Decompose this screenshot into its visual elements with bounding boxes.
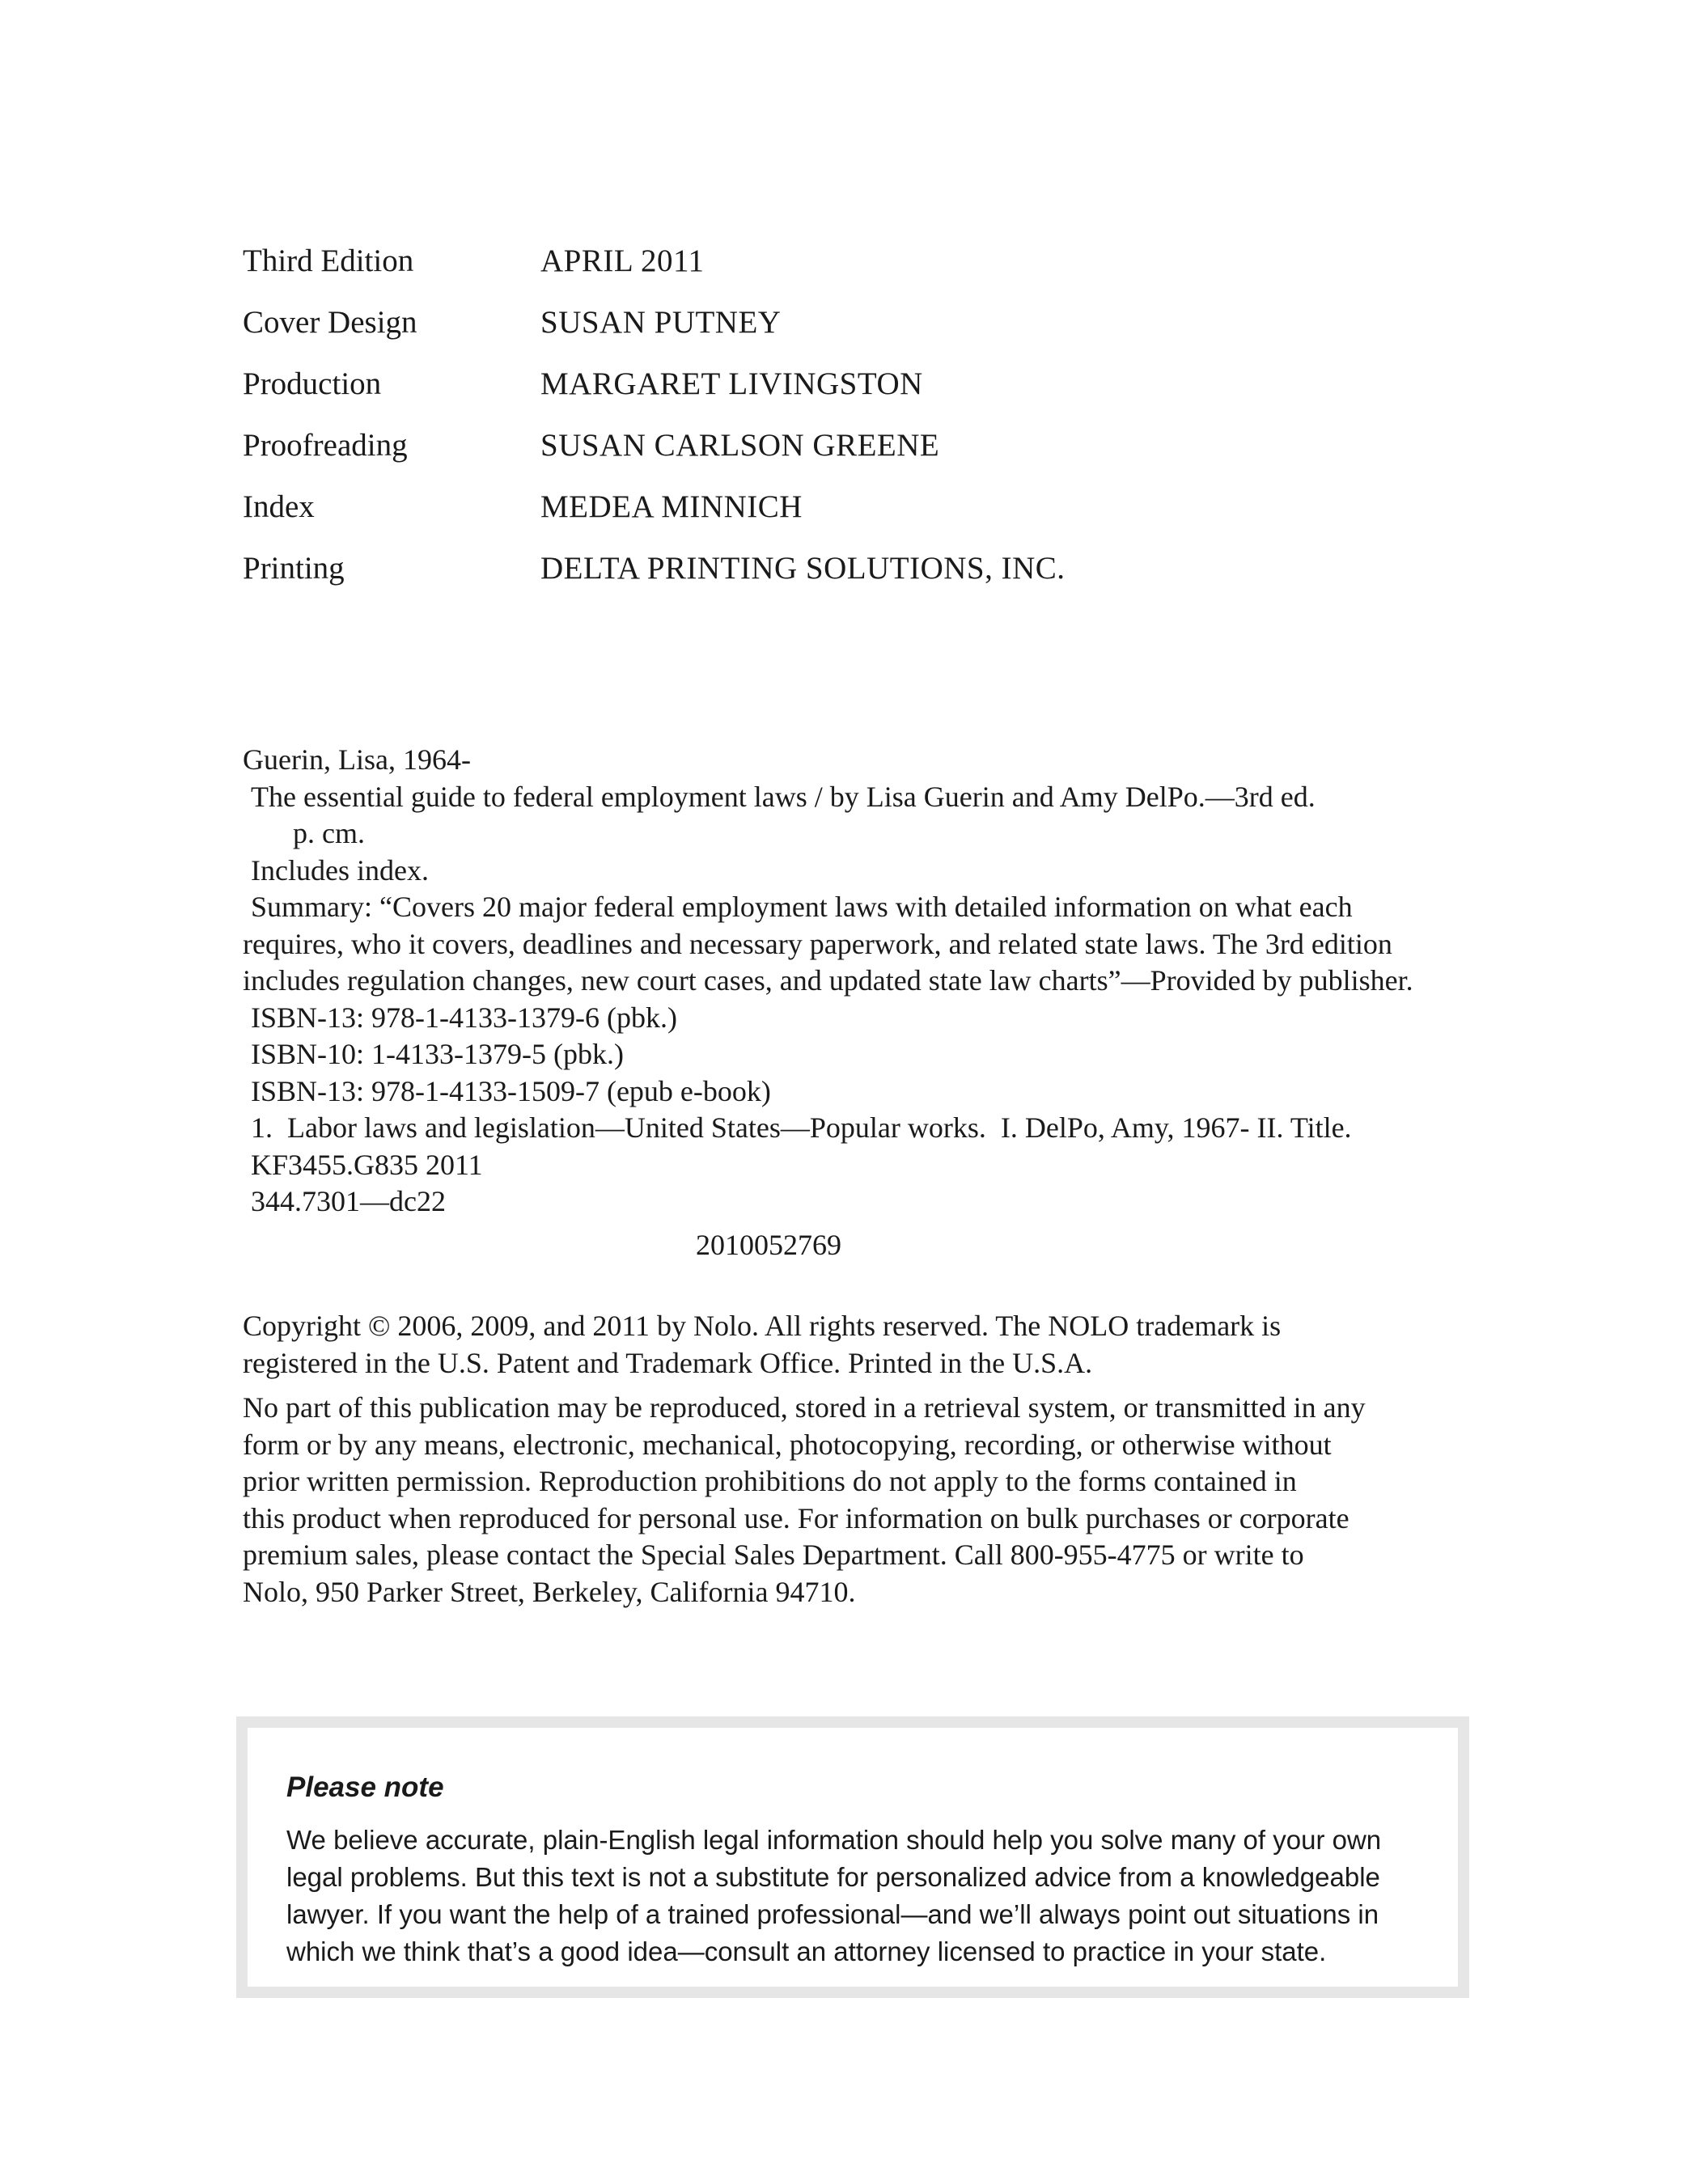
cip-isbn: ISBN-13: 978-1-4133-1509-7 (epub e-book) [251,1074,771,1107]
copyright-line: registered in the U.S. Patent and Trademark Office. Printed in the U.S.A. [243,1346,1093,1379]
cip-physical: p. cm. [293,817,365,849]
cip-summary-line: includes regulation changes, new court cases, and updated state law charts”—Provided by publisher. [243,964,1413,997]
credit-label: Third Edition [243,243,414,278]
credit-value: SUSAN PUTNEY [540,305,782,340]
credit-label: Production [243,366,382,401]
copyright-paragraph [243,1308,1472,1382]
note-body [286,1822,1435,1970]
credit-label: Proofreading [243,428,408,463]
please-note-box [236,1716,1469,1998]
cip-lccn: 2010052769 [696,1228,841,1261]
cip-summary-line: requires, who it covers, deadlines and necessary paperwork, and related state laws. The 3rd edition [243,927,1392,960]
credit-row [243,427,1456,489]
cip-lc-class: KF3455.G835 2011 [251,1148,483,1181]
reproduction-line: form or by any means, electronic, mechanical, photocopying, recording, or otherwise without [243,1428,1332,1461]
cataloging-in-publication [243,742,1456,1263]
cip-dewey: 344.7301—dc22 [251,1185,446,1217]
note-line: legal problems. But this text is not a substitute for personalized advice from a knowledgeable [286,1862,1380,1892]
note-title: Please note [286,1771,444,1803]
cip-title: The essential guide to federal employment laws / by Lisa Guerin and Amy DelPo.—3rd ed. [251,780,1316,813]
reproduction-line: No part of this publication may be reproduced, stored in a retrieval system, or transmitted in any [243,1391,1366,1424]
copyright-notice [243,1308,1472,1619]
credit-row [243,550,1456,612]
note-line: We believe accurate, plain-English legal information should help you solve many of your own [286,1825,1382,1855]
credit-value: MEDEA MINNICH [540,489,803,524]
note-line: which we think that’s a good idea—consult an attorney licensed to practice in your state. [286,1936,1327,1966]
cip-summary-line: Summary: “Covers 20 major federal employment laws with detailed information on what each [251,891,1353,923]
credit-row [243,366,1456,427]
cip-isbn: ISBN-10: 1-4133-1379-5 (pbk.) [251,1038,624,1070]
cip-author: Guerin, Lisa, 1964- [243,743,471,776]
credit-value: SUSAN CARLSON GREENE [540,428,940,463]
cip-subjects: 1. Labor laws and legislation—United States—Popular works. I. DelPo, Amy, 1967- II. Title. [251,1111,1352,1144]
credit-value: APRIL 2011 [540,243,705,278]
reproduction-line: this product when reproduced for personal use. For information on bulk purchases or corporate [243,1501,1349,1534]
cip-index-note: Includes index. [251,853,429,887]
credit-row [243,243,1456,304]
reproduction-line: premium sales, please contact the Special Sales Department. Call 800-955-4775 or write to [243,1539,1304,1571]
note-line: lawyer. If you want the help of a trained professional—and we’ll always point out situations in [286,1899,1379,1929]
copyright-line: Copyright © 2006, 2009, and 2011 by Nolo. All rights reserved. The NOLO trademark is [243,1310,1282,1342]
cip-isbn: ISBN-13: 978-1-4133-1379-6 (pbk.) [251,1001,677,1034]
credit-row [243,489,1456,550]
credit-value: MARGARET LIVINGSTON [540,366,923,401]
reproduction-line: Nolo, 950 Parker Street, Berkeley, California 94710. [243,1575,856,1608]
credit-label: Index [243,489,315,524]
credit-row [243,304,1456,366]
reproduction-line: prior written permission. Reproduction prohibitions do not apply to the forms contained in [243,1465,1297,1497]
credit-label: Printing [243,551,345,586]
reproduction-paragraph [243,1390,1472,1610]
credits-table [243,243,1456,612]
credit-label: Cover Design [243,305,417,340]
credit-value: DELTA PRINTING SOLUTIONS, INC. [540,551,1066,586]
